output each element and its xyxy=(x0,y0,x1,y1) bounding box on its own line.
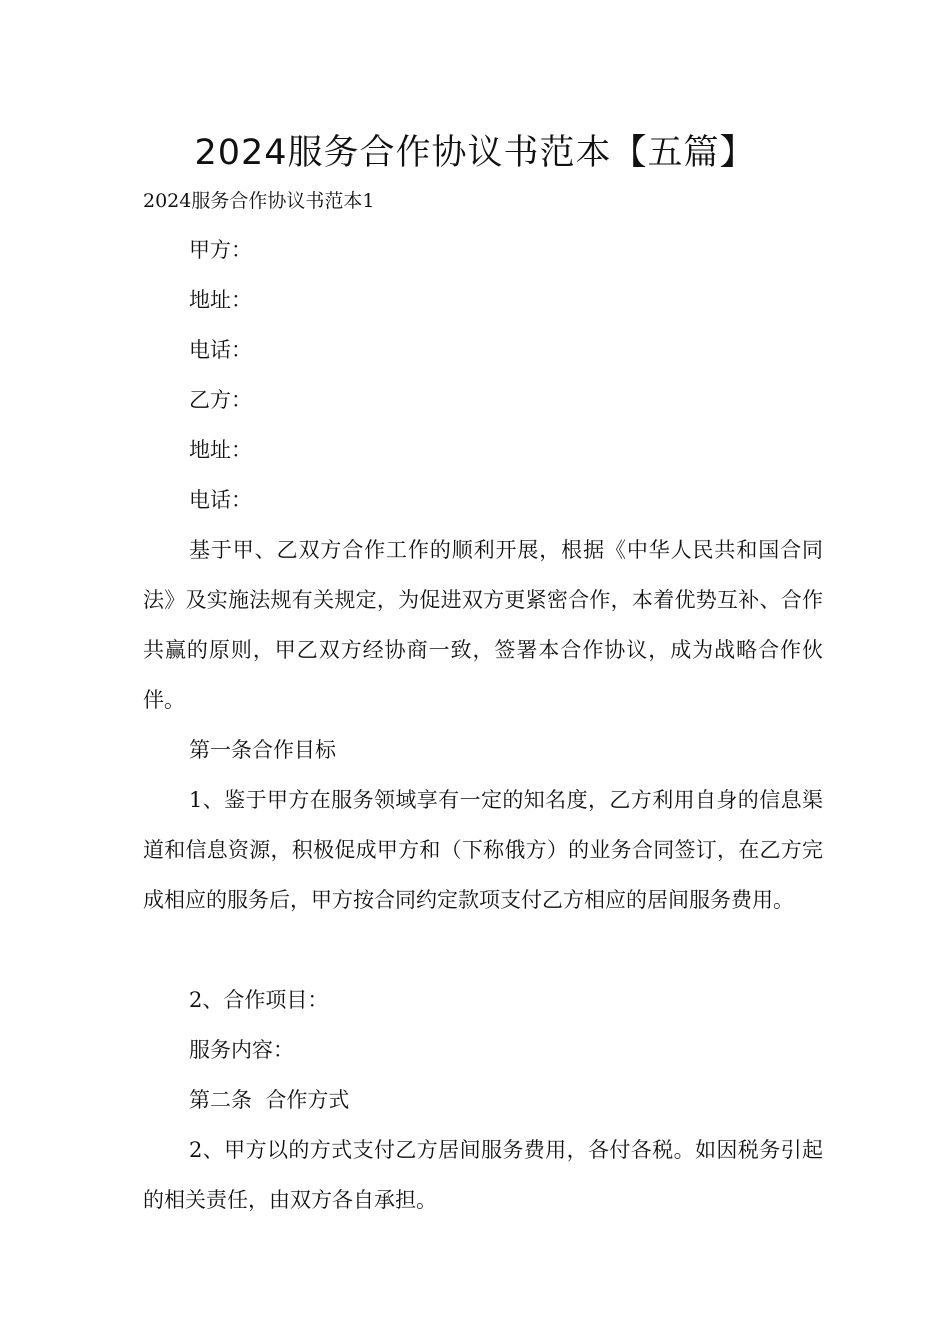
document-title: 2024服务合作协议书范本【五篇】 xyxy=(194,133,756,173)
section-heading: 2024服务合作协议书范本1 xyxy=(143,190,375,212)
intro-paragraph: 基于甲、乙双方合作工作的顺利开展，根据《中华人民共和国合同法》及实施法规有关规定，为促进双方更紧密合作，本着优势互补、合作共赢的原则，甲乙双方经协商一致，签署本合作协议，成为战略合作伙伴。 xyxy=(143,538,823,712)
article-1-item-2: 2、合作项目： xyxy=(189,988,329,1012)
article-1-item-1: 1、鉴于甲方在服务领域享有一定的知名度，乙方利用自身的信息渠道和信息资源，积极促成甲方和（下称俄方）的业务合同签订，在乙方完成相应的服务后，甲方按合同约定款项支付乙方相应的居间服务费用。 xyxy=(143,788,823,912)
party-b-address-label: 地址： xyxy=(189,438,252,462)
article-2-heading: 第二条 合作方式 xyxy=(189,1088,350,1112)
party-a-phone-label: 电话： xyxy=(189,338,252,362)
party-a-address-label: 地址： xyxy=(189,288,252,312)
service-content-label: 服务内容： xyxy=(189,1038,294,1062)
party-a-name-label: 甲方： xyxy=(189,238,252,262)
party-b-name-label: 乙方： xyxy=(189,388,252,412)
article-2-item-2: 2、甲方以的方式支付乙方居间服务费用，各付各税。如因税务引起的相关责任，由双方各自承担。 xyxy=(143,1138,823,1212)
party-b-phone-label: 电话： xyxy=(189,488,252,512)
article-1-heading: 第一条合作目标 xyxy=(189,738,336,762)
